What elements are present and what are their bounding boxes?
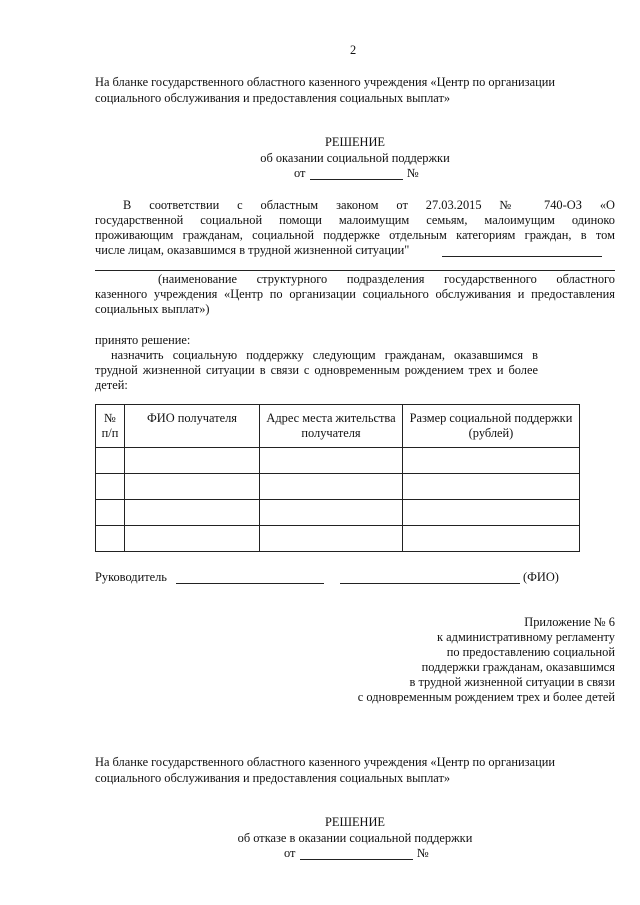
appendix-line: по предоставлению социальной: [446, 645, 615, 659]
page-number: 2: [350, 43, 357, 57]
header-line: На бланке государственного областного казенного учреждения «Центр по организации: [95, 755, 555, 769]
col-header-amount: Размер социальной поддержки (рублей): [403, 405, 580, 448]
decision-label: принято решение:: [95, 333, 191, 347]
body-line: проживающим гражданам, социальной поддержке отдельным категориям граждан, в том: [95, 228, 615, 242]
decision-line: назначить социальную поддержку следующим гражданам, оказавшимся в: [111, 348, 538, 362]
dept-line: (наименование структурного подразделения государственного областного: [158, 272, 615, 286]
table-cell[interactable]: [125, 500, 260, 526]
table-cell[interactable]: [403, 500, 580, 526]
appendix-line: Приложение № 6: [524, 615, 615, 629]
appendix-line: в трудной жизненной ситуации в связи: [409, 675, 615, 689]
date-field[interactable]: [310, 179, 403, 180]
table-row: [96, 448, 580, 474]
appendix-line: с одновременным рождением трех и более детей: [357, 690, 615, 704]
table-cell[interactable]: [403, 526, 580, 552]
col-header-number: № п/п: [96, 405, 125, 448]
fio-field[interactable]: [340, 583, 520, 584]
body-line: государственной социальной помощи малоимущим семьям, малоимущим одиноко: [95, 213, 615, 227]
decision-line: детей:: [95, 378, 128, 392]
appendix-line: поддержки гражданам, оказавшимся: [421, 660, 615, 674]
col-header-fio: ФИО получателя: [125, 405, 260, 448]
table-cell[interactable]: [403, 448, 580, 474]
body-line: числе лицам, оказавшимся в трудной жизненной ситуации": [95, 243, 410, 257]
dept-line: казенного учреждения «Центр по организации социального обслуживания и предоставления: [95, 287, 615, 301]
header-line: На бланке государственного областного казенного учреждения «Центр по организации: [95, 75, 555, 89]
decision-subtitle: об оказании социальной поддержки: [260, 151, 450, 165]
department-blank-field[interactable]: [95, 270, 615, 271]
date-prefix: от: [294, 166, 306, 180]
date-prefix: от: [284, 846, 296, 860]
date-field[interactable]: [300, 859, 413, 860]
table-cell[interactable]: [125, 474, 260, 500]
appendix-line: к административному регламенту: [437, 630, 615, 644]
table-header-row: [96, 405, 580, 448]
fio-label: (ФИО): [523, 570, 559, 584]
number-sign: №: [407, 166, 419, 180]
table-cell[interactable]: [403, 474, 580, 500]
body-line: В соответствии с областным законом от 27.03.2015 № 740-ОЗ «О: [123, 198, 615, 212]
table-cell[interactable]: [96, 526, 125, 552]
refusal-title: РЕШЕНИЕ: [325, 815, 385, 829]
table-cell[interactable]: [96, 448, 125, 474]
table-cell[interactable]: [260, 448, 403, 474]
col-header-address: Адрес места жительства получателя: [260, 405, 403, 448]
number-sign: №: [417, 846, 429, 860]
decision-line: трудной жизненной ситуации в связи с одновременным рождением трех и более: [95, 363, 538, 377]
table-cell[interactable]: [96, 500, 125, 526]
table-cell[interactable]: [260, 500, 403, 526]
signature-field[interactable]: [176, 583, 324, 584]
header-line: социального обслуживания и предоставления социальных выплат»: [95, 771, 451, 785]
decision-title: РЕШЕНИЕ: [325, 135, 385, 149]
table-row: [96, 500, 580, 526]
table-cell[interactable]: [260, 526, 403, 552]
law-blank-field[interactable]: [442, 256, 602, 257]
signature-label: Руководитель: [95, 570, 167, 584]
table-row: [96, 474, 580, 500]
dept-line: социальных выплат»): [95, 302, 210, 316]
table-row: [96, 526, 580, 552]
table-cell[interactable]: [260, 474, 403, 500]
table-cell[interactable]: [125, 448, 260, 474]
table-cell[interactable]: [125, 526, 260, 552]
refusal-subtitle: об отказе в оказании социальной поддержки: [237, 831, 473, 845]
recipients-table: [95, 404, 580, 552]
header-line: социального обслуживания и предоставления социальных выплат»: [95, 91, 451, 105]
table-cell[interactable]: [96, 474, 125, 500]
